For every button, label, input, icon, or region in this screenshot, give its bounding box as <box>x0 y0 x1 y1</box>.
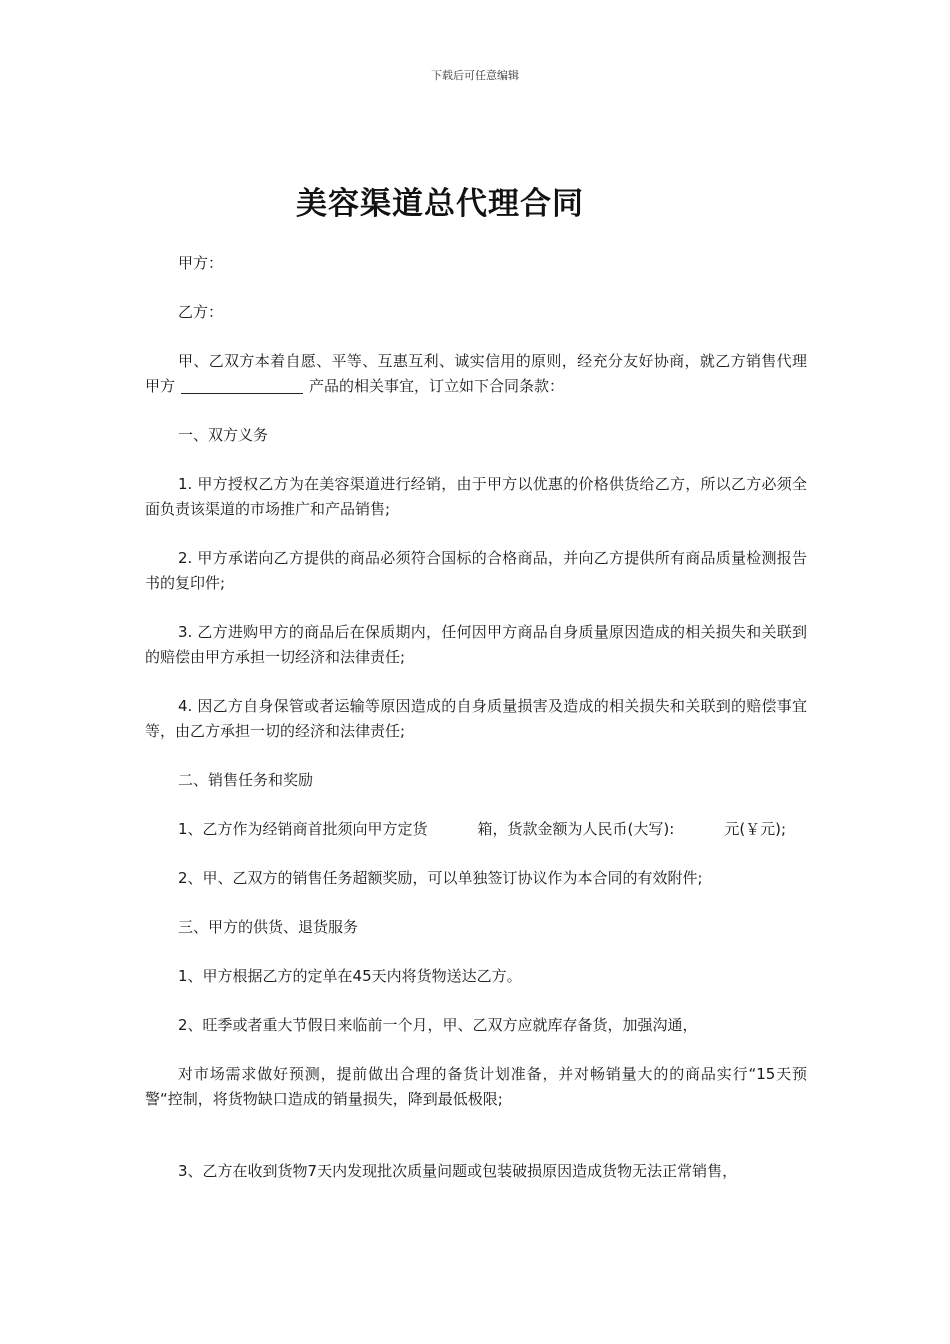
intro-paragraph <box>145 349 807 399</box>
clause-2-1-c: 元(￥ <box>724 820 761 838</box>
clause-2-1-b: 箱，货款金额为人民币(大写): <box>477 820 675 838</box>
intro-text-1: 甲、乙双方本着自愿、平等、互惠互利、诚实信用的原则，经充分友好协商，就乙方销售代理甲方 <box>145 352 807 395</box>
header-note: 下载后可任意编辑 <box>431 69 519 82</box>
clause-1-4: 4. 因乙方自身保管或者运输等原因造成的自身质量损害及造成的相关损失和关联到的赔偿事宜等，由乙方承担一切的经济和法律责任; <box>145 697 807 740</box>
clause-2-2: 2、甲、乙双方的销售任务超额奖励，可以单独签订协议作为本合同的有效附件; <box>178 869 703 887</box>
party-b-line: 乙方： <box>178 303 224 321</box>
clause-2-1-d: 元); <box>760 820 787 838</box>
clause-3-3: 3、乙方在收到货物7天内发现批次质量问题或包装破损原因造成货物无法正常销售， <box>178 1162 738 1180</box>
product-blank <box>181 377 303 394</box>
section-heading-3: 三、甲方的供货、退货服务 <box>178 918 359 936</box>
clause-3-2: 2、旺季或者重大节假日来临前一个月，甲、乙双方应就库存备货，加强沟通， <box>178 1016 698 1034</box>
contract-title: 美容渠道总代理合同 <box>296 186 584 222</box>
clause-2-1-a: 1、乙方作为经销商首批须向甲方定货 <box>178 820 428 838</box>
clause-1-2: 2. 甲方承诺向乙方提供的商品必须符合国标的合格商品，并向乙方提供所有商品质量检测报告书的复印件; <box>145 549 807 592</box>
clause-1-3: 3. 乙方进购甲方的商品后在保质期内，任何因甲方商品自身质量原因造成的相关损失和关联到的赔偿由甲方承担一切经济和法律责任; <box>145 623 807 666</box>
party-a-line: 甲方： <box>178 254 224 272</box>
section-heading-1: 一、双方义务 <box>178 426 269 444</box>
clause-1-1: 1. 甲方授权乙方为在美容渠道进行经销，由于甲方以优惠的价格供货给乙方，所以乙方必须全面负责该渠道的市场推广和产品销售; <box>145 475 807 518</box>
clause-3-2-continued: 对市场需求做好预测，提前做出合理的备货计划准备，并对畅销量大的的商品实行“15天预警“控制，将货物缺口造成的销量损失，降到最低极限; <box>145 1065 807 1108</box>
contract-body <box>145 251 807 1184</box>
section-heading-2: 二、销售任务和奖励 <box>178 771 314 789</box>
clause-2-1 <box>145 817 807 842</box>
clause-3-1: 1、甲方根据乙方的定单在45天内将货物送达乙方。 <box>178 967 522 985</box>
intro-text-2: 产品的相关事宜，订立如下合同条款： <box>309 377 565 395</box>
